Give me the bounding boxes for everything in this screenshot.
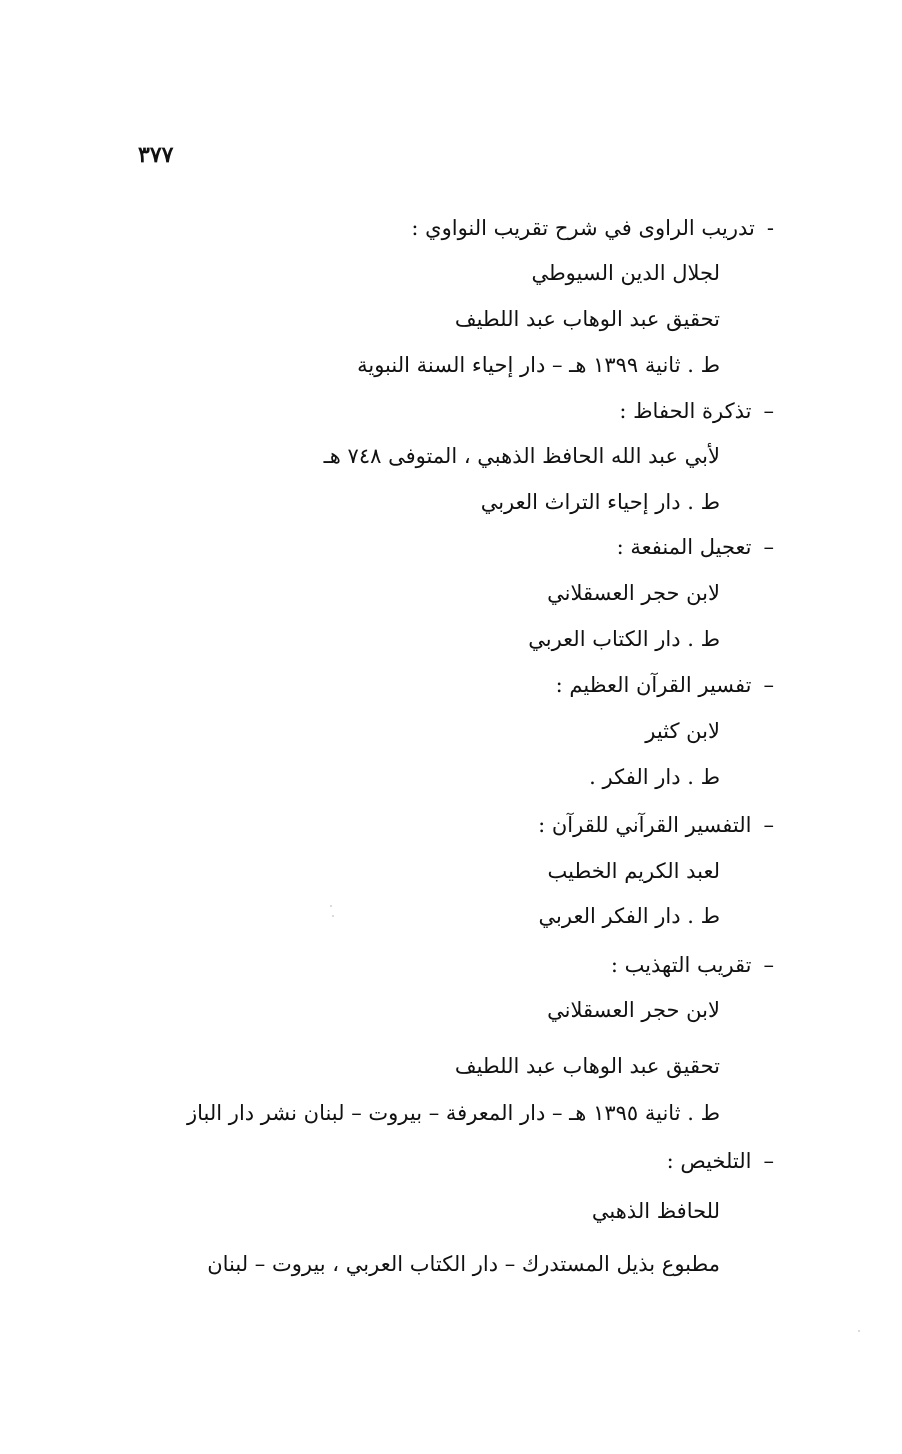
entry-detail: ط . دار الفكر العربي — [538, 904, 720, 928]
entry-detail: تحقيق عبد الوهاب عبد اللطيف — [454, 307, 720, 331]
entry-detail: لأبي عبد الله الحافظ الذهبي ، المتوفى ٧٤٨ هـ — [323, 444, 720, 468]
entry-dash: – — [763, 1149, 774, 1173]
entry-dash: – — [763, 673, 774, 697]
entry-detail: ط . ثانية ١٣٩٩ هـ – دار إحياء السنة النبوية — [357, 353, 720, 377]
entry-detail: لابن كثير — [645, 719, 720, 743]
entry-detail: لعبد الكريم الخطيب — [547, 859, 720, 883]
entry-detail: تحقيق عبد الوهاب عبد اللطيف — [454, 1054, 720, 1078]
entry-detail: لابن حجر العسقلاني — [547, 998, 720, 1022]
entry-title-line — [611, 950, 774, 980]
entry-dash: – — [763, 399, 774, 423]
entry-detail: لجلال الدين السيوطي — [531, 261, 720, 285]
entry-dash: - — [766, 216, 774, 240]
scan-speck — [330, 905, 332, 907]
entry-detail: ط . ثانية ١٣٩٥ هـ – دار المعرفة – بيروت – لبنان نشر دار الباز — [187, 1101, 720, 1125]
entry-title: التلخيص : — [666, 1149, 752, 1173]
entry-detail: مطبوع بذيل المستدرك – دار الكتاب العربي ، بيروت – لبنان — [207, 1252, 720, 1276]
entry-detail: ط . دار الكتاب العربي — [528, 627, 720, 651]
scan-speck — [858, 1330, 860, 1332]
entry-title-line — [411, 213, 774, 243]
entry-dash: – — [763, 535, 774, 559]
scan-speck — [332, 915, 334, 917]
entry-dash: – — [763, 813, 774, 837]
entry-title: التفسير القرآني للقرآن : — [538, 813, 752, 837]
entry-title: تدريب الراوى في شرح تقريب النواوي : — [411, 216, 755, 240]
entry-title: تقريب التهذيب : — [610, 953, 752, 977]
entry-title: تذكرة الحفاظ : — [619, 399, 752, 423]
entry-title-line — [556, 670, 774, 700]
entry-title-line — [538, 810, 774, 840]
page-number: ٣٧٧ — [138, 142, 174, 168]
entry-title-line — [617, 532, 774, 562]
entry-title: تفسير القرآن العظيم : — [555, 673, 752, 697]
entry-title: تعجيل المنفعة : — [616, 535, 752, 559]
entry-dash: – — [763, 953, 774, 977]
entry-detail: للحافظ الذهبي — [591, 1199, 720, 1223]
entry-title-line — [619, 396, 774, 426]
entry-title-line — [667, 1146, 774, 1176]
entry-detail: ط . دار إحياء التراث العربي — [480, 490, 720, 514]
entry-detail: لابن حجر العسقلاني — [547, 581, 720, 605]
entry-detail: ط . دار الفكر . — [589, 765, 720, 789]
